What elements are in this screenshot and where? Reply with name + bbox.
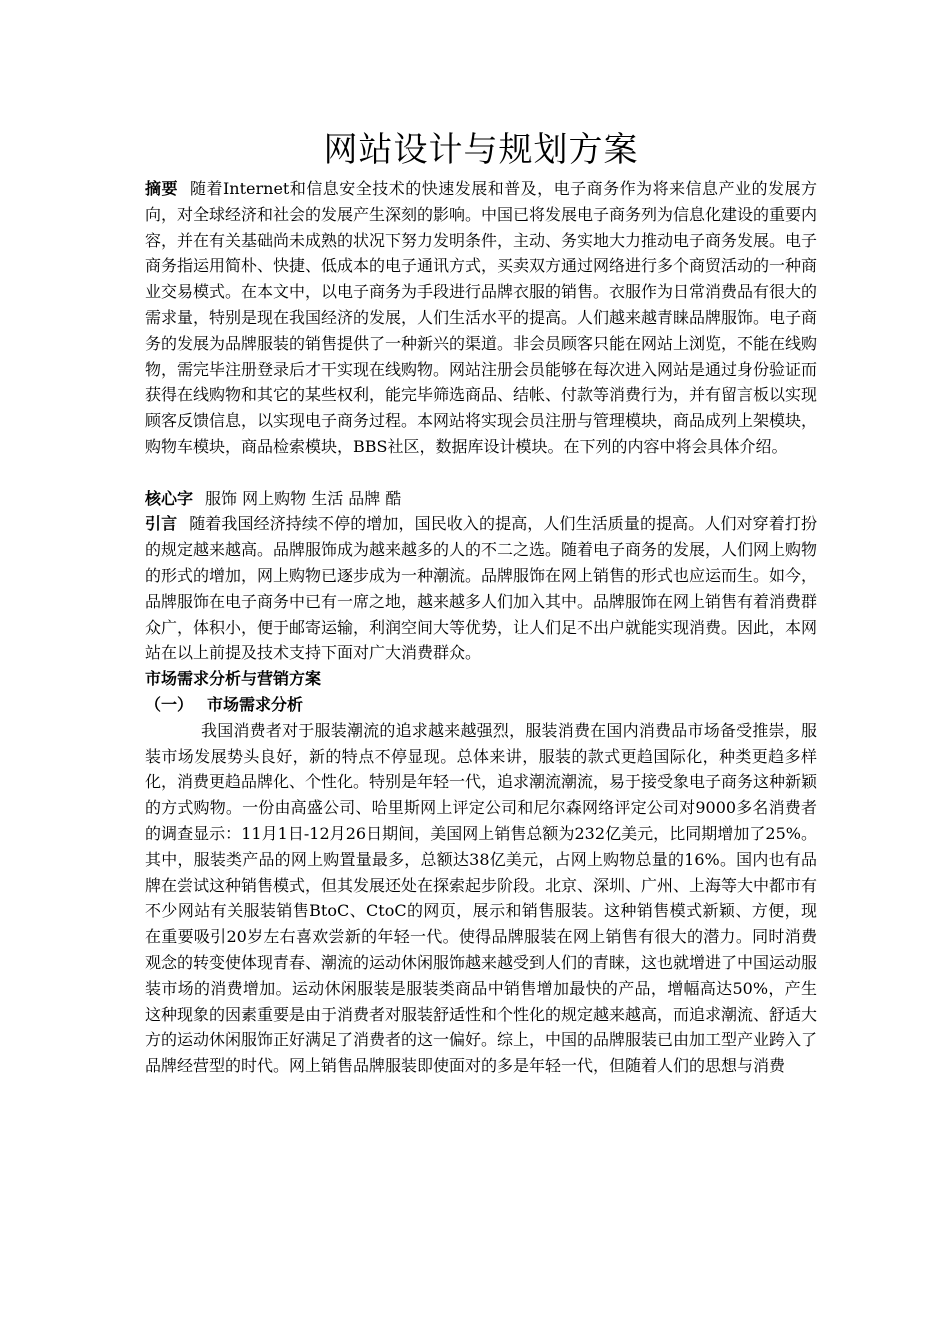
abstract-text: 随着Internet和信息安全技术的快速发展和普及，电子商务作为将来信息产业的发展方向，对全球经济和社会的发展产生深刻的影响。中国已将发展电子商务列为信息化建设的重要内容，并在有关基础尚未成熟的状况下努力发明条件，主动、务实地大力推动电子商务发展。电子商务指运用简朴、快捷、低成本的电子通讯方式，买卖双方通过网络进行多个商贸活动的一种商业交易模式。在本文中，以电子商务为手段进行品牌衣服的销售。衣服作为日常消费品有很大的需求量，特别是现在我国经济的发展，人们生活水平的提高。人们越来越青睐品牌服饰。电子商务的发展为品牌服装的销售提供了一种新兴的渠道。非会员顾客只能在网站上浏览，不能在线购物，需完毕注册登录后才干实现在线购物。网站注册会员能够在每次进入网站是通过身份验证而获得在线购物和其它的某些权利，能完毕筛选商品、结帐、付款等消费行为，并有留言板以实现顾客反馈信息，以实现电子商务过程。本网站将实现会员注册与管理模块，商品成列上架模块，购物车模块，商品检索模块，BBS社区，数据库设计模块。在下列的内容中将会具体介绍。 <box>145 179 818 456</box>
subsection-heading <box>145 692 817 718</box>
paragraph-spacer <box>145 460 817 486</box>
subsection-number: （一） <box>145 694 194 714</box>
keywords-paragraph <box>145 486 817 512</box>
keywords-label: 核心字 <box>145 488 194 508</box>
subsection-title: 市场需求分析 <box>207 694 304 714</box>
intro-label: 引言 <box>145 514 178 534</box>
abstract-paragraph <box>145 176 817 460</box>
section-heading: 市场需求分析与营销方案 <box>145 669 322 689</box>
abstract-label: 摘要 <box>145 179 178 198</box>
market-analysis-body: 我国消费者对于服装潮流的追求越来越强烈，服装消费在国内消费品市场备受推崇，服装市场发展势头良好，新的特点不停显现。总体来讲，服装的款式更趋国际化，种类更趋多样化，消费更趋品牌化、个性化。特别是年轻一代，追求潮流潮流，易于接受象电子商务这种新颖的方式购物。一份由高盛公司、哈里斯网上评定公司和尼尔森网络评定公司对9000多名消费者的调查显示：11月1日-12月26日期间，美国网上销售总额为232亿美元，比同期增加了25%。其中，服装类产品的网上购置量最多，总额达38亿美元，占网上购物总量的16%。国内也有品牌在尝试这种销售模式，但其发展还处在探索起步阶段。北京、深圳、广州、上海等大中都市有不少网站有关服装销售BtoC、CtoC的网页，展示和销售服装。这种销售模式新颖、方便，现在重要吸引20岁左右喜欢尝新的年轻一代。使得品牌服装在网上销售有很大的潜力。同时消费观念的转变使体现青春、潮流的运动休闲服饰越来越受到人们的青睐，这也就增进了中国运动服装市场的消费增加。运动休闲服装是服装类商品中销售增加最快的产品，增幅高达50%，产生这种现象的因素重要是由于消费者对服装舒适性和个性化的规定越来越高，而追求潮流、舒适大方的运动休闲服饰正好满足了消费者的这一偏好。综上，中国的品牌服装已由加工型产业跨入了品牌经营型的时代。网上销售品牌服装即使面对的多是年轻一代，但随着人们的思想与消费 <box>145 720 818 1076</box>
document-title: 网站设计与规划方案 <box>323 130 639 170</box>
intro-paragraph <box>145 511 817 666</box>
intro-text: 随着我国经济持续不停的增加，国民收入的提高，人们生活质量的提高。人们对穿着打扮的规定越来越高。品牌服饰成为越来越多的人的不二之选。随着电子商务的发展，人们网上购物的形式的增加，网上购物已逐步成为一种潮流。品牌服饰在网上销售的形式也应运而生。如今，品牌服饰在电子商务中已有一席之地，越来越多人们加入其中。品牌服饰在网上销售有着消费群众广，体积小，便于邮寄运输，利润空间大等优势，让人们足不出户就能实现消费。因此，本网站在以上前提及技术支持下面对广大消费群众。 <box>145 514 818 663</box>
document-page <box>145 126 817 1079</box>
keywords-text: 服饰 网上购物 生活 品牌 酷 <box>205 488 402 508</box>
